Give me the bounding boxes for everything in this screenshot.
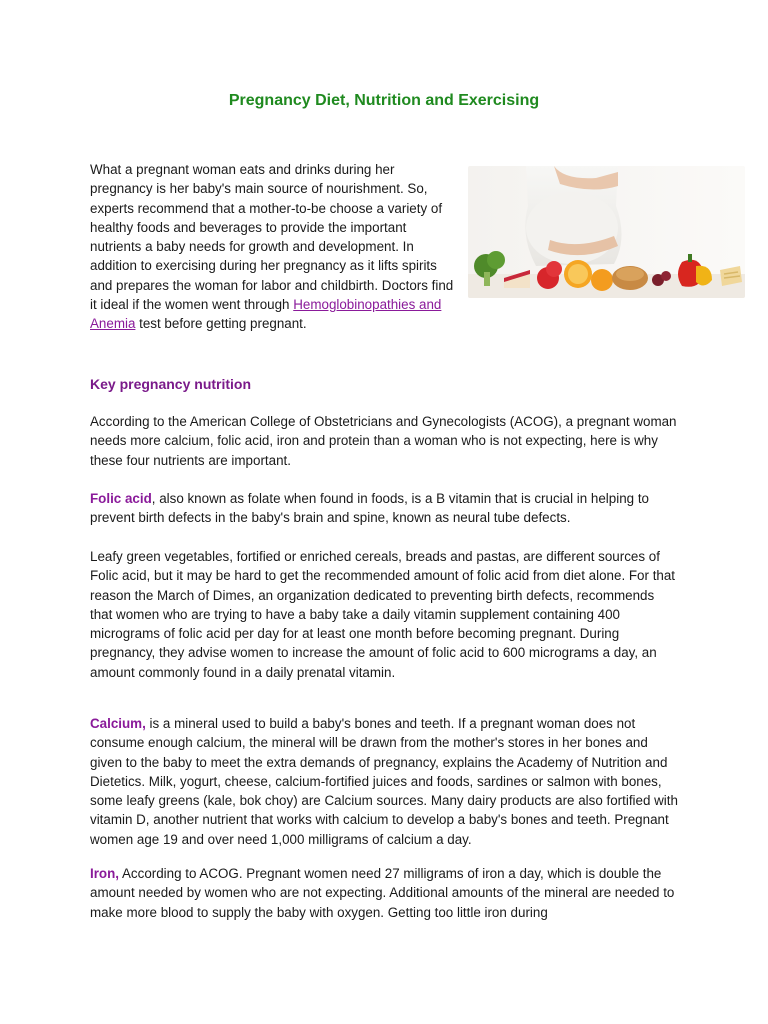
folic-acid-paragraph [90, 489, 680, 528]
iron-term: Iron, [90, 866, 120, 881]
hemoglobinopathies-anemia-link[interactable]: Hemoglobinopathies and Anemia [90, 297, 442, 332]
intro-text: What a pregnant woman eats and drinks during her pregnancy is her baby's main source of nourishment. So, experts recommend that a mother-to-be choose a variety of healthy foods and beverages to provide the important nutrients a baby needs for growth and development. In addition to exercising during her pregnancy as it lifts spirits and prepares the woman for labor and childbirth. Doctors find it ideal if the women went through [90, 162, 454, 313]
folic-acid-term: Folic acid [90, 491, 152, 506]
folic-sources-paragraph: Leafy green vegetables, fortified or enriched cereals, breads and pastas, are different sources of Folic acid, but it may be hard to get the recommended amount of folic acid from diet alone. For that reason the March of Dimes, an organization dedicated to preventing birth defects, recommends that women who are trying to have a baby take a daily vitamin supplement containing 400 micrograms of folic acid per day for at least one month before becoming pregnant. During pregnancy, they advise women to increase the amount of folic acid to 600 micrograms a day, an amount commonly found in a daily prenatal vitamin. [90, 549, 676, 680]
iron-text: According to ACOG. Pregnant women need 27 milligrams of iron a day, which is double the amount needed by women who are not expecting. Additional amounts of the mineral are needed to make more blood to supply the baby with oxygen. Getting too little iron during [90, 866, 675, 920]
calcium-term: Calcium, [90, 716, 146, 731]
calcium-paragraph [90, 714, 680, 849]
calcium-text: is a mineral used to build a baby's bones and teeth. If a pregnant woman does not consume enough calcium, the mineral will be drawn from the mother's stores in her bones and given to the baby to meet the extra demands of pregnancy, explains the Academy of Nutrition and Dietetics. Milk, yogurt, cheese, calcium-fortified juices and foods, sardines or salmon with bones, some leafy greens (kale, bok choy) are Calcium sources. Many dairy products are also fortified with vitamin D, another nutrient that works with calcium to develop a baby's bones and teeth. Pregnant women age 19 and over need 1,000 milligrams of calcium a day. [90, 716, 678, 847]
pregnant-woman-food-image [468, 166, 745, 298]
iron-paragraph [90, 864, 680, 922]
intro-paragraph [90, 160, 458, 334]
section-heading-key-nutrition: Key pregnancy nutrition [90, 376, 252, 392]
folic-acid-text: , also known as folate when found in foods, is a B vitamin that is crucial in helping to prevent birth defects in the baby's brain and spine, known as neural tube defects. [90, 491, 649, 526]
hero-illustration [468, 166, 745, 298]
page-title: Pregnancy Diet, Nutrition and Exercising [228, 92, 540, 109]
acog-intro-paragraph: According to the American College of Obstetricians and Gynecologists (ACOG), a pregnant woman needs more calcium, folic acid, iron and protein than a woman who is not expecting, here is why these four nutrients are important. [90, 414, 677, 468]
intro-text-end: test before getting pregnant. [135, 316, 307, 332]
